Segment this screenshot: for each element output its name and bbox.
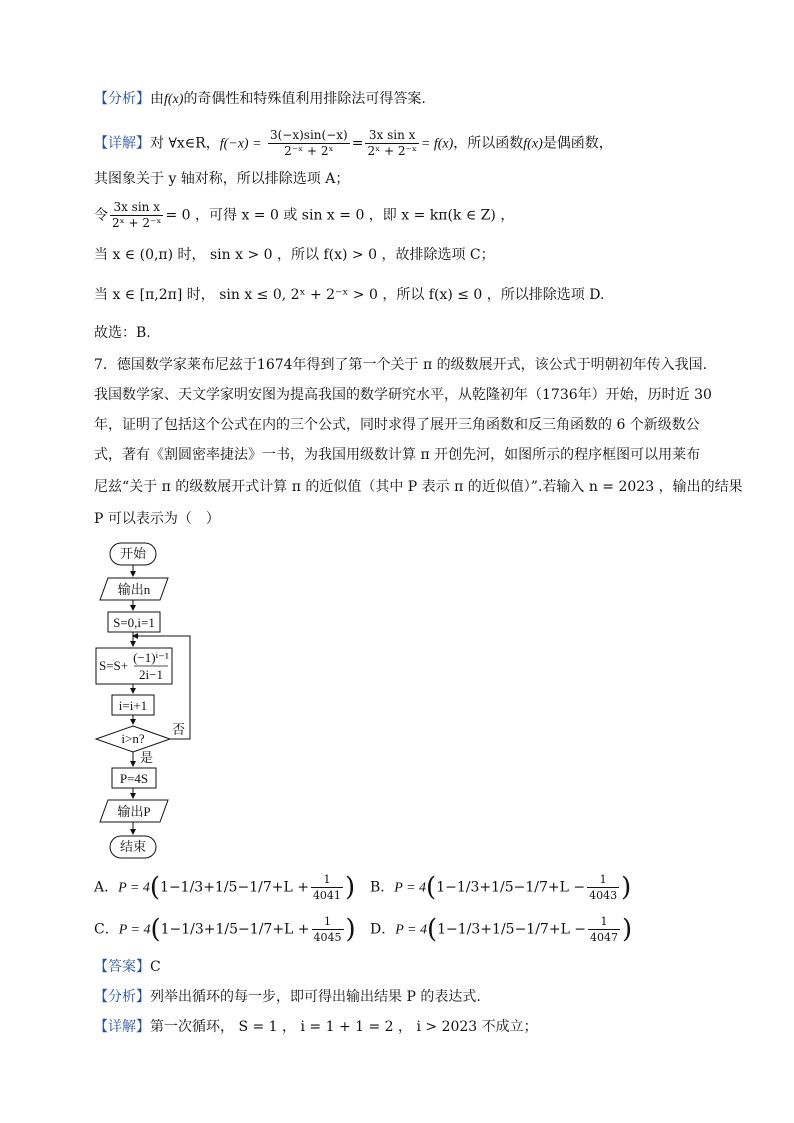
option-d[interactable]: D．P = 4(1−1/3+1/5−1/7+L − $\frac{1}{4047}$ ) [370, 914, 633, 945]
analysis-line-2: 【分析】列举出循环的每一步，即可得出输出结果 P 的表达式. [94, 989, 481, 1005]
no-label: 否 [172, 722, 186, 737]
answer-value: C [150, 959, 161, 975]
output-label: 输出P [117, 804, 151, 819]
end-label: 结束 [119, 839, 147, 854]
detail-tag: 【详解】 [94, 135, 150, 152]
question-line-2: 我国数学家、天文学家明安图为提高我国的数学研究水平，从乾隆初年（1736年）开始，历时近 30 [94, 387, 712, 403]
question-line-4: 式，著有《割圆密率捷法》一书，为我国用级数计算 π 开创先河，如图所示的程序框图可以用莱布 [94, 447, 701, 463]
increment-label: i=i+1 [118, 698, 148, 713]
detail-line-6: 【详解】第一次循环， S = 1 ， i = 1 + 1 = 2 ， i > 2023 不成立； [94, 1019, 538, 1035]
detail-line-1: 【详解】对 ∀x∈R，f(−x) = $\frac{3(-x)\sin(-x)}{\text{2⁻ˣ + 2ˣ}}$ = $\frac{\text{3x sin x}}{\text{2ˣ + 2⁻ˣ}}$ = f(x)，所以函数f(x)是偶函数， [94, 128, 613, 158]
question-line-5: 尼兹“关于 π 的级数展开式计算 π 的近似值（其中 P 表示 π 的近似值）”.若输入 n = 2023 ，输出的结果 [94, 479, 743, 495]
fraction: $\frac{\text{3x sin x}}{\text{2ˣ + 2⁻ˣ}}$ [112, 200, 162, 230]
option-b[interactable]: B．P = 4(1−1/3+1/5−1/7+L − $\frac{1}{4043}$ ) [370, 872, 632, 903]
yes-label: 是 [140, 750, 154, 765]
answer-tag: 【答案】 [94, 959, 150, 975]
program-flowchart [90, 538, 210, 862]
condition-label: i>n? [121, 731, 145, 746]
result-label: P=4S [119, 771, 149, 786]
choice-line: 故选：B. [94, 325, 151, 341]
analysis-line: 【分析】由f(x)的奇偶性和特殊值利用排除法可得答案. [94, 91, 426, 107]
detail-line-2: 其图象关于 y 轴对称，所以排除选项 A； [94, 171, 350, 187]
question-line-3: 年，证明了包括这个公式在内的三个公式，同时求得了展开三角函数和反三角函数的 6 个新级数公 [94, 417, 700, 433]
start-label: 开始 [119, 546, 147, 561]
fraction: $\frac{3(-x)\sin(-x)}{\text{2⁻ˣ + 2ˣ}}$ [269, 128, 348, 158]
option-c[interactable]: C．P = 4(1−1/3+1/5−1/7+L + $\frac{1}{4045}$ ) [94, 914, 356, 945]
detail-line-4: 当 x ∈ (0,π) 时， sin x > 0 ，所以 f(x) > 0 ，故排除选项 C； [94, 247, 495, 263]
assign-denominator: 2i−1 [139, 667, 163, 682]
assign-label: S=S+ [99, 658, 129, 673]
question-line-1: 7．德国数学家莱布尼兹于1674年得到了第一个关于 π 的级数展开式，该公式于明朝初年传入我国. [94, 357, 708, 373]
analysis-tag: 【分析】 [94, 989, 150, 1005]
init-label: S=0,i=1 [113, 615, 155, 630]
detail-tag: 【详解】 [94, 1019, 150, 1035]
question-line-6: P 可以表示为（ ） [94, 511, 220, 527]
option-a[interactable]: A．P = 4(1−1/3+1/5−1/7+L + $\frac{1}{4041}$ ) [94, 872, 356, 903]
answer-line [94, 956, 161, 978]
assign-numerator: (−1)ⁱ⁻¹ [133, 650, 169, 665]
analysis-tag: 【分析】 [94, 91, 150, 107]
fraction: $\frac{\text{3x sin x}}{\text{2ˣ + 2⁻ˣ}}$ [367, 128, 417, 158]
input-label: 输出n [117, 582, 151, 597]
detail-line-3: 令 $\frac{\text{3x sin x}}{\text{2ˣ + 2⁻ˣ}}$ = 0 ，可得 x = 0 或 sin x = 0 ，即 x = kπ(k ∈ Z) ， [94, 200, 515, 230]
detail-line-5: 当 x ∈ [π,2π] 时， sin x ≤ 0, 2ˣ + 2⁻ˣ > 0 ，所以 f(x) ≤ 0 ，所以排除选项 D. [94, 287, 605, 303]
